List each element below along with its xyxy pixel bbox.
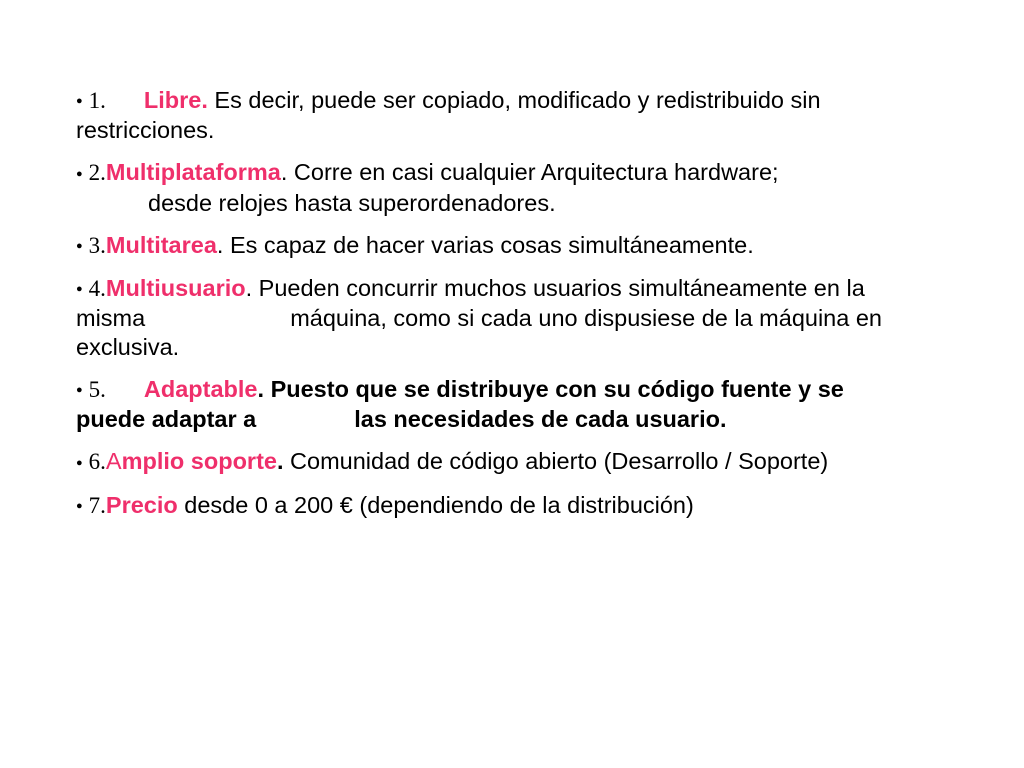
list-item-amplio-soporte: [76, 447, 976, 477]
item-text: Comunidad de código abierto (Desarrollo / Soporte): [283, 448, 829, 475]
item-keyword: Libre.: [143, 87, 208, 113]
item-text-continued: restricciones.: [76, 117, 215, 144]
item-keyword: Multiusuario: [105, 274, 246, 301]
item-keyword: Adaptable: [143, 376, 258, 403]
list-item-multiusuario: [76, 274, 976, 362]
item-keyword: Precio: [105, 491, 178, 518]
item-number: 1.: [88, 88, 106, 113]
list-item-adaptable: [76, 375, 976, 434]
item-text-continued: desde relojes hasta superordenadores.: [148, 189, 556, 216]
item-text-continued: máquina, como si cada uno dispusiese de la máquina en: [290, 305, 882, 332]
item-keyword: mplio soporte: [121, 448, 277, 475]
item-keyword: Multiplataforma: [105, 159, 281, 186]
list-item-precio: [76, 491, 976, 521]
bullet-icon: ●: [76, 283, 83, 296]
item-text: . Pueden concurrir muchos usuarios simultáneamente en la: [245, 274, 865, 301]
bullet-icon: ●: [76, 500, 83, 513]
item-text-continued: exclusiva.: [76, 334, 180, 361]
item-text: desde 0 a 200 € (dependiendo de la distribución): [177, 491, 694, 518]
list-item-libre: [76, 86, 976, 145]
bullet-icon: ●: [76, 167, 83, 180]
bullet-icon: ●: [76, 456, 83, 469]
bullet-icon: ●: [76, 239, 83, 252]
item-number: 6.: [88, 449, 106, 475]
slide-content: [76, 86, 976, 534]
list-item-multitarea: [76, 231, 976, 261]
item-keyword-initial: A: [105, 448, 122, 475]
bullet-icon: ●: [76, 95, 83, 108]
item-keyword: Multitarea: [105, 231, 217, 258]
list-item-multiplataforma: [76, 158, 976, 217]
item-number: 2.: [88, 160, 106, 186]
item-number: 3.: [88, 232, 106, 258]
item-number: 4.: [88, 275, 106, 301]
item-text: . Es capaz de hacer varias cosas simultáneamente.: [216, 231, 754, 258]
item-text: . Corre en casi cualquier Arquitectura hardware;: [280, 159, 779, 186]
item-number: 5.: [88, 377, 106, 403]
item-text: Es decir, puede ser copiado, modificado y redistribuido sin: [207, 87, 821, 113]
item-text-continued: puede adaptar a: [76, 406, 257, 433]
item-text: . Puesto que se distribuye con su código fuente y se: [257, 376, 844, 403]
item-keyword-dot: .: [276, 448, 284, 475]
bullet-icon: ●: [76, 384, 83, 397]
item-number: 7.: [88, 492, 106, 518]
item-text-continued: misma: [76, 305, 146, 332]
item-text-continued: las necesidades de cada usuario.: [354, 406, 727, 433]
